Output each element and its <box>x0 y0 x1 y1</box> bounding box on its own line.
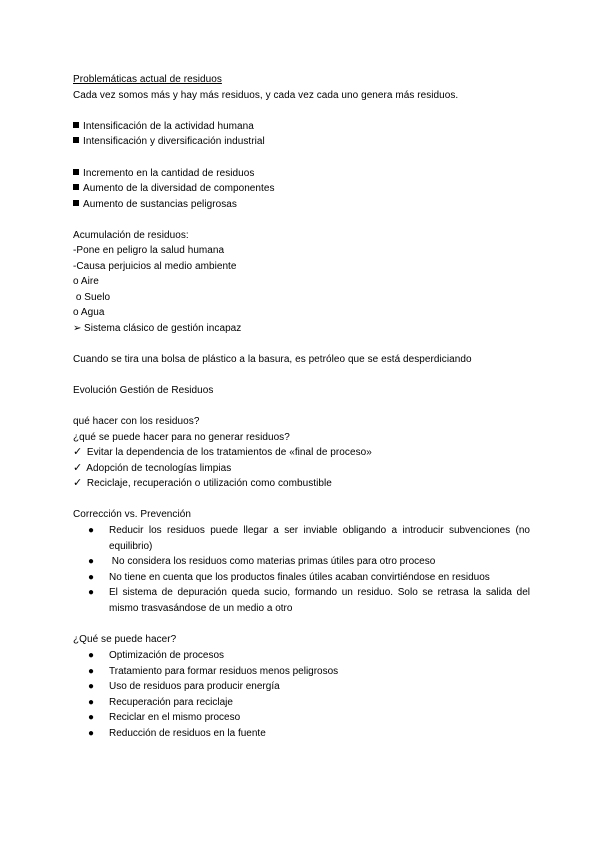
list-item: Incremento en la cantidad de residuos <box>73 167 254 180</box>
square-bullet-icon <box>73 169 79 175</box>
square-bullet-icon <box>73 137 79 143</box>
list-item: -Causa perjuicios al medio ambiente <box>73 261 237 272</box>
list-item: ● No considera los residuos como materias primas útiles para otro proceso <box>88 554 530 570</box>
list-item: ● No tiene en cuenta que los productos finales útiles acaban convirtiéndose en residuos <box>88 570 530 586</box>
list-item: ● Recuperación para reciclaje <box>88 695 530 711</box>
question-text: qué hacer con los residuos? <box>73 416 200 427</box>
intro-text: Cada vez somos más y hay más residuos, y cada vez cada uno genera más residuos. <box>73 90 459 101</box>
accumulation-title: Acumulación de residuos: <box>73 230 189 241</box>
list-item: Aumento de sustancias peligrosas <box>73 198 237 211</box>
question-text: ¿qué se puede hacer para no generar residuos? <box>73 432 290 443</box>
checkmark-icon: ✓ <box>73 446 83 458</box>
plastic-text: Cuando se tira una bolsa de plástico a la basura, es petróleo que se está desperdiciando <box>73 354 472 365</box>
bullet-icon: ● <box>88 681 95 692</box>
square-bullet-icon <box>73 184 79 190</box>
bullet-icon: ● <box>88 571 95 583</box>
bullet-icon: ● <box>88 525 95 536</box>
bullet-icon: ● <box>88 556 95 567</box>
bullet-icon: ● <box>88 712 95 723</box>
checkmark-icon: ✓ <box>73 477 83 489</box>
list-item: ✓ Reciclaje, recuperación o utilización como combustible <box>73 477 332 489</box>
list-item: o Aire <box>73 276 99 287</box>
list-item: Aumento de la diversidad de componentes <box>73 182 275 195</box>
list-item: o Suelo <box>73 292 111 303</box>
list-item: ● Tratamiento para formar residuos menos peligrosos <box>88 664 530 680</box>
square-bullet-icon <box>73 122 79 128</box>
correction-list <box>88 523 530 616</box>
square-bullet-icon <box>73 200 79 206</box>
correction-title: Corrección vs. Prevención <box>73 509 191 520</box>
arrow-bullet-icon: ➢ <box>73 323 82 334</box>
whatcan-title: ¿Qué se puede hacer? <box>73 634 177 645</box>
bullet-icon: ● <box>88 696 95 708</box>
list-item: ● Reducir los residuos puede llegar a ser inviable obligando a introducir subvenciones (no equilibrio) <box>88 525 530 552</box>
evolution-title: Evolución Gestión de Residuos <box>73 385 214 396</box>
list-item: ● El sistema de depuración queda sucio, formando un residuo. Solo se retrasa la salida del mismo trasvasándose de un medio a otro <box>88 587 530 614</box>
whatcan-list <box>88 648 530 741</box>
list-item: Intensificación y diversificación industrial <box>73 135 265 148</box>
bullet-icon: ● <box>88 665 95 677</box>
list-item: ● Optimización de procesos <box>88 648 530 664</box>
bullet-icon: ● <box>88 727 95 739</box>
list-item: ✓ Evitar la dependencia de los tratamientos de «final de proceso» <box>73 446 372 458</box>
list-item: o Agua <box>73 307 105 318</box>
list-item: ● Reducción de residuos en la fuente <box>88 726 530 742</box>
list-item: Intensificación de la actividad humana <box>73 120 254 133</box>
list-item: ● Uso de residuos para producir energía <box>88 679 530 695</box>
list-item: ● Reciclar en el mismo proceso <box>88 710 530 726</box>
bullet-icon: ● <box>88 587 95 598</box>
bullet-icon: ● <box>88 650 95 661</box>
checkmark-icon: ✓ <box>73 462 83 474</box>
list-item: ✓ Adopción de tecnologías limpias <box>73 462 232 474</box>
list-item: ➢ Sistema clásico de gestión incapaz <box>73 323 242 334</box>
section-heading: Problemáticas actual de residuos <box>73 74 222 85</box>
list-item: -Pone en peligro la salud humana <box>73 245 225 256</box>
